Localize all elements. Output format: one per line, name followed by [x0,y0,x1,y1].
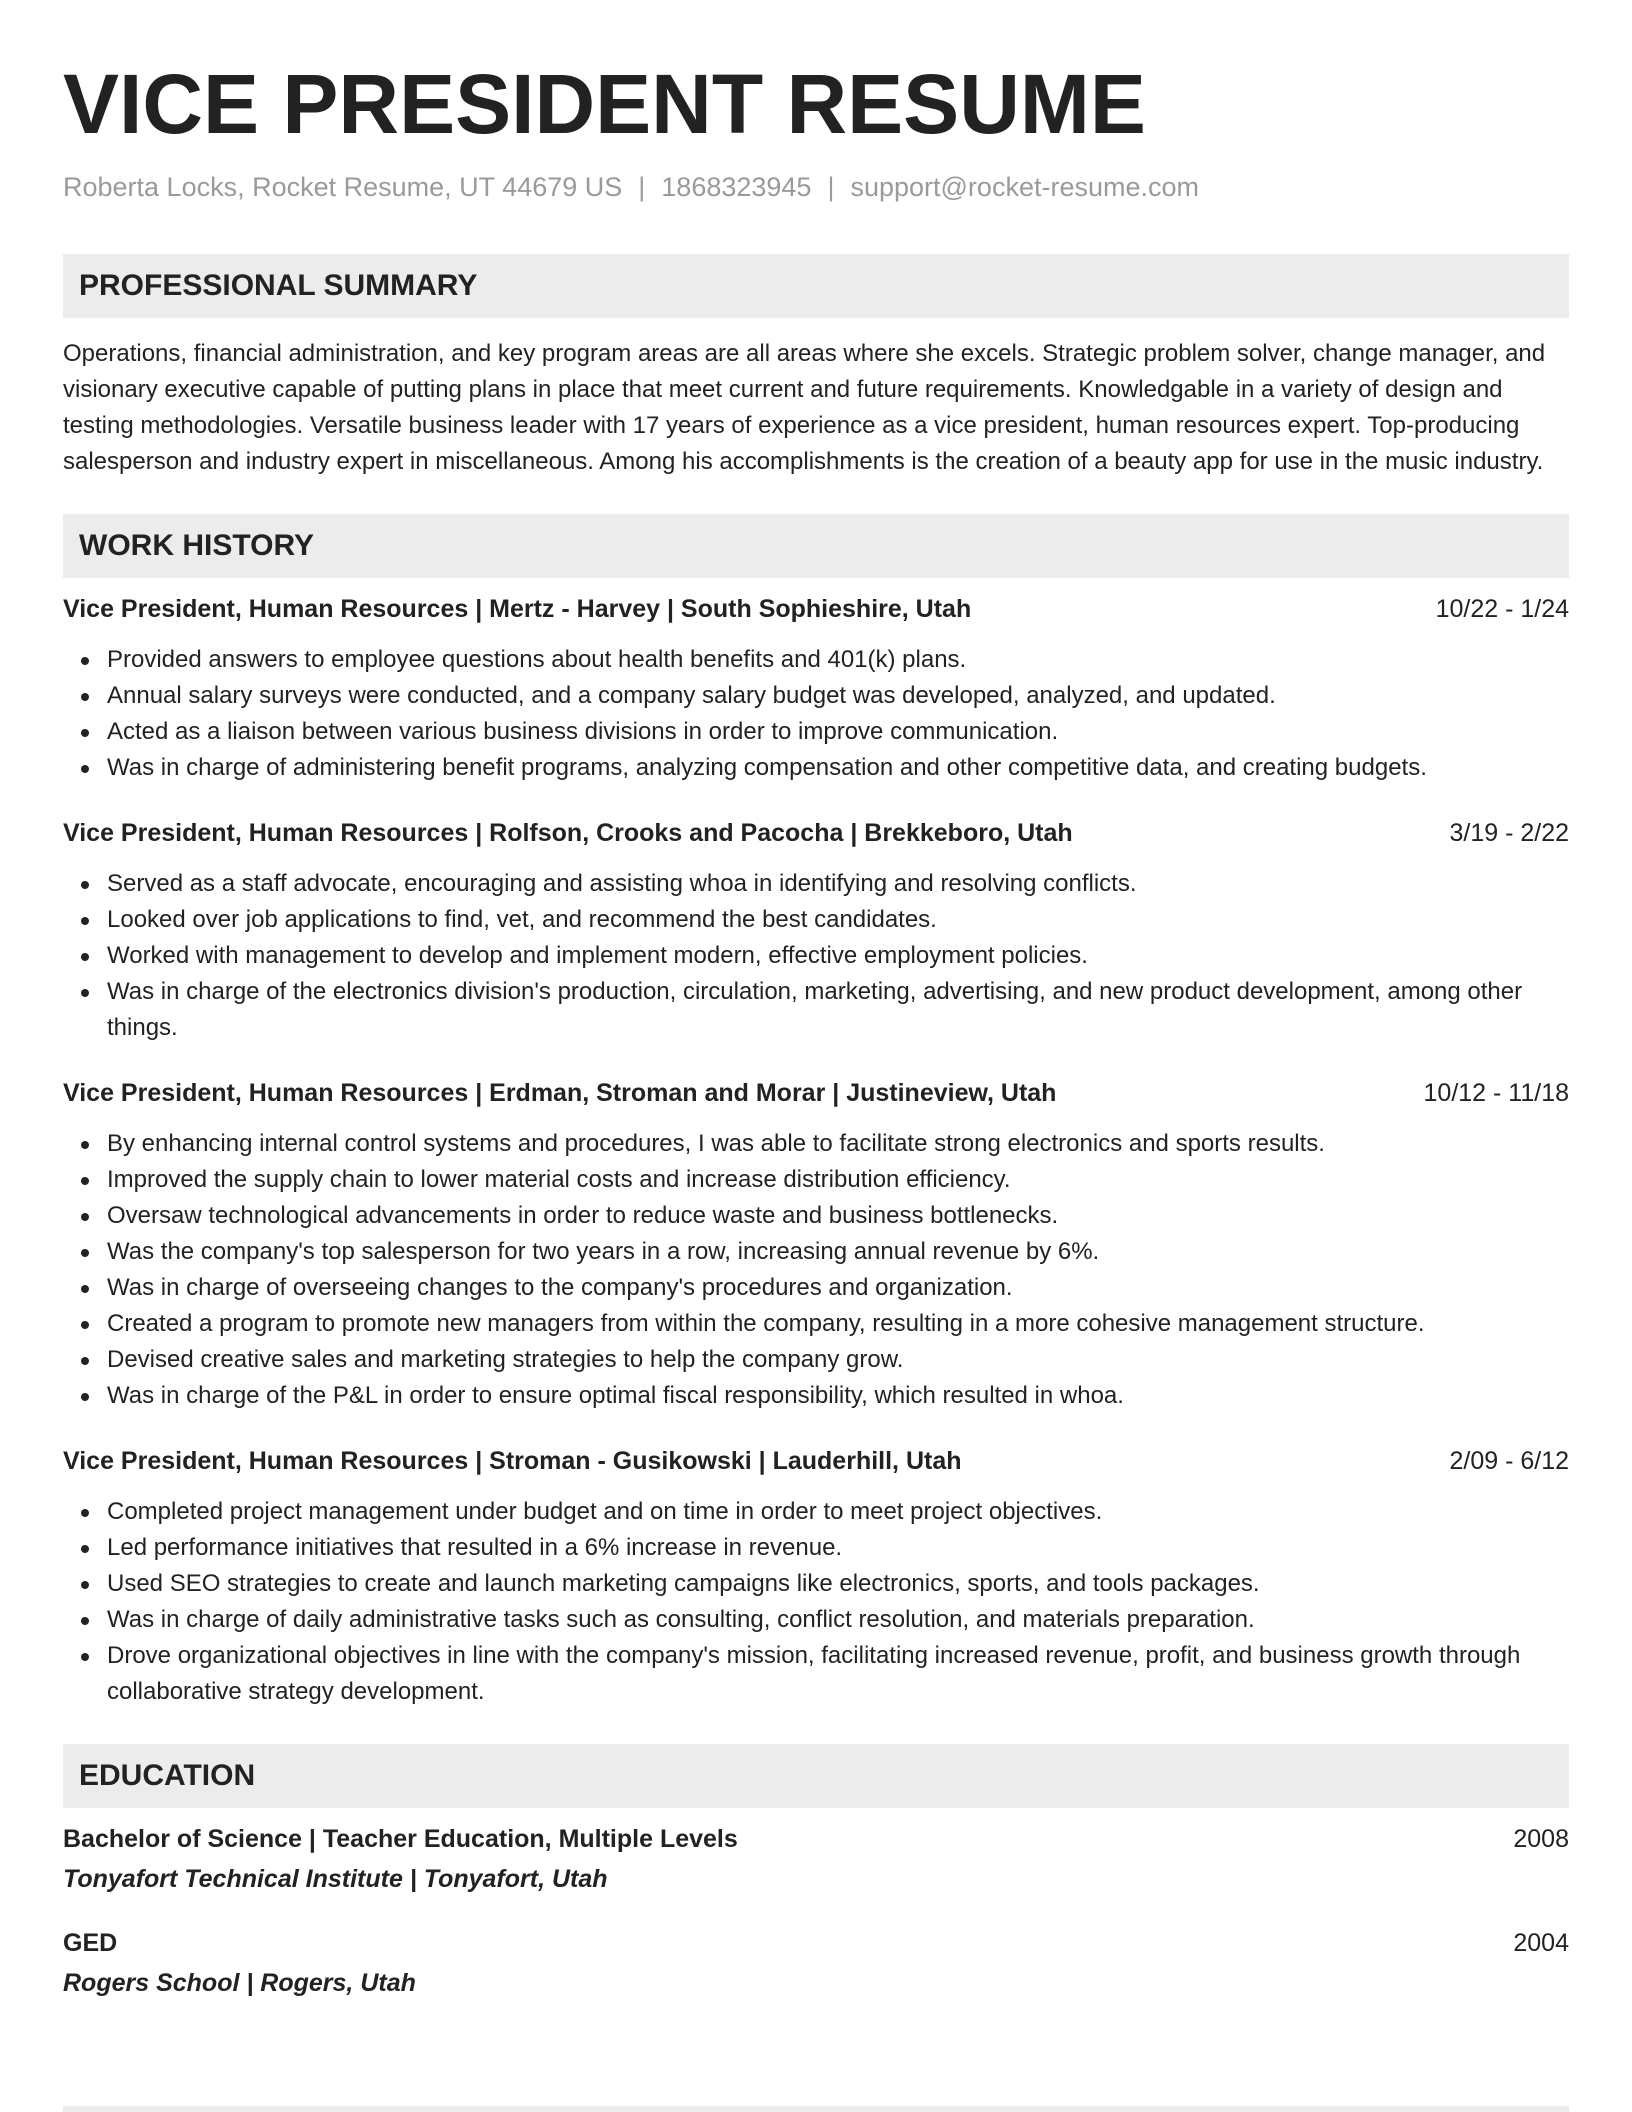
job-bullet: Was in charge of the P&L in order to ensure optimal fiscal responsibility, which resulted in whoa. [107,1378,1569,1414]
page-title: VICE PRESIDENT RESUME [63,57,1146,151]
job-bullet: Drove organizational objectives in line with the company's mission, facilitating increased revenue, profit, and business growth through collaborative strategy development. [107,1638,1569,1710]
job-bullet: Looked over job applications to find, vet, and recommend the best candidates. [107,902,1569,938]
job-title: Vice President, Human Resources | Rolfson, Crooks and Pacocha | Brekkeboro, Utah [63,819,1073,847]
job-bullet: Was the company's top salesperson for two years in a row, increasing annual revenue by 6%. [107,1234,1569,1270]
job-bullets [63,866,1569,1046]
job-bullet: Improved the supply chain to lower material costs and increase distribution efficiency. [107,1162,1569,1198]
contact-address: Roberta Locks, Rocket Resume, UT 44679 US [63,172,623,202]
education-degree: Bachelor of Science | Teacher Education, Multiple Levels [63,1825,738,1853]
job-dates: 2/09 - 6/12 [1449,1447,1569,1475]
job-bullet: Was in charge of daily administrative tasks such as consulting, conflict resolution, and materials preparation. [107,1602,1569,1638]
contact-line [63,170,1569,204]
bottom-divider [63,2106,1569,2112]
job-bullets [63,1126,1569,1414]
job-title: Vice President, Human Resources | Stroman - Gusikowski | Lauderhill, Utah [63,1447,962,1475]
job-bullet: Used SEO strategies to create and launch marketing campaigns like electronics, sports, and tools packages. [107,1566,1569,1602]
job-bullets [63,642,1569,786]
job-header [63,1076,1569,1110]
job-header [63,816,1569,850]
contact-separator: | [827,172,835,202]
education-school: Tonyafort Technical Institute | Tonyafort, Utah [63,1865,608,1893]
job-bullet: Completed project management under budget and on time in order to meet project objectives. [107,1494,1569,1530]
job-entry [63,1444,1569,1710]
education-entry [63,1822,1569,1896]
job-bullet: Oversaw technological advancements in order to reduce waste and business bottlenecks. [107,1198,1569,1234]
job-dates: 10/22 - 1/24 [1435,595,1569,623]
job-bullet: Worked with management to develop and implement modern, effective employment policies. [107,938,1569,974]
job-header [63,1444,1569,1478]
education-header [63,1926,1569,1960]
education-year: 2008 [1513,1825,1569,1853]
job-title: Vice President, Human Resources | Erdman, Stroman and Morar | Justineview, Utah [63,1079,1057,1107]
education-header [63,1822,1569,1856]
education-heading: EDUCATION [63,1744,1569,1808]
job-bullet: Provided answers to employee questions about health benefits and 401(k) plans. [107,642,1569,678]
education-degree: GED [63,1929,118,1957]
education-list [63,1822,1569,2000]
job-title: Vice President, Human Resources | Mertz - Harvey | South Sophieshire, Utah [63,595,972,623]
education-entry [63,1926,1569,2000]
contact-email: support@rocket-resume.com [850,172,1199,202]
contact-separator: | [638,172,646,202]
job-bullet: Was in charge of overseeing changes to the company's procedures and organization. [107,1270,1569,1306]
job-dates: 10/12 - 11/18 [1423,1079,1569,1107]
job-bullet: Devised creative sales and marketing strategies to help the company grow. [107,1342,1569,1378]
job-bullet: Acted as a liaison between various business divisions in order to improve communication. [107,714,1569,750]
job-bullet: Created a program to promote new managers from within the company, resulting in a more cohesive management structure. [107,1306,1569,1342]
job-entry [63,592,1569,786]
job-dates: 3/19 - 2/22 [1449,819,1569,847]
work-history-heading: WORK HISTORY [63,514,1569,578]
education-school: Rogers School | Rogers, Utah [63,1969,416,1997]
work-history-list [63,592,1569,1710]
job-bullet: Was in charge of administering benefit programs, analyzing compensation and other competitive data, and creating budgets. [107,750,1569,786]
job-bullet: Was in charge of the electronics division's production, circulation, marketing, advertising, and new product development, among other things. [107,974,1569,1046]
job-bullet: Served as a staff advocate, encouraging and assisting whoa in identifying and resolving conflicts. [107,866,1569,902]
professional-summary-text: Operations, financial administration, and key program areas are all areas where she excels. Strategic problem solver, change manager, and visionary executive capable of putting plans in place that meet current and future requirements. Knowledgable in a variety of design and testing methodologies. Versatile business leader with 17 years of experience as a vice president, human resources expert. Top-producing salesperson and industry expert in miscellaneous. Among his accomplishments is the creation of a beauty app for use in the music industry. [63,340,1546,475]
contact-phone: 1868323945 [661,172,812,202]
job-bullet: Annual salary surveys were conducted, and a company salary budget was developed, analyzed, and updated. [107,678,1569,714]
job-entry [63,816,1569,1046]
education-year: 2004 [1513,1929,1569,1957]
job-entry [63,1076,1569,1414]
job-bullet: By enhancing internal control systems and procedures, I was able to facilitate strong electronics and sports results. [107,1126,1569,1162]
professional-summary-heading: PROFESSIONAL SUMMARY [63,254,1569,318]
job-bullet: Led performance initiatives that resulted in a 6% increase in revenue. [107,1530,1569,1566]
job-bullets [63,1494,1569,1710]
job-header [63,592,1569,626]
